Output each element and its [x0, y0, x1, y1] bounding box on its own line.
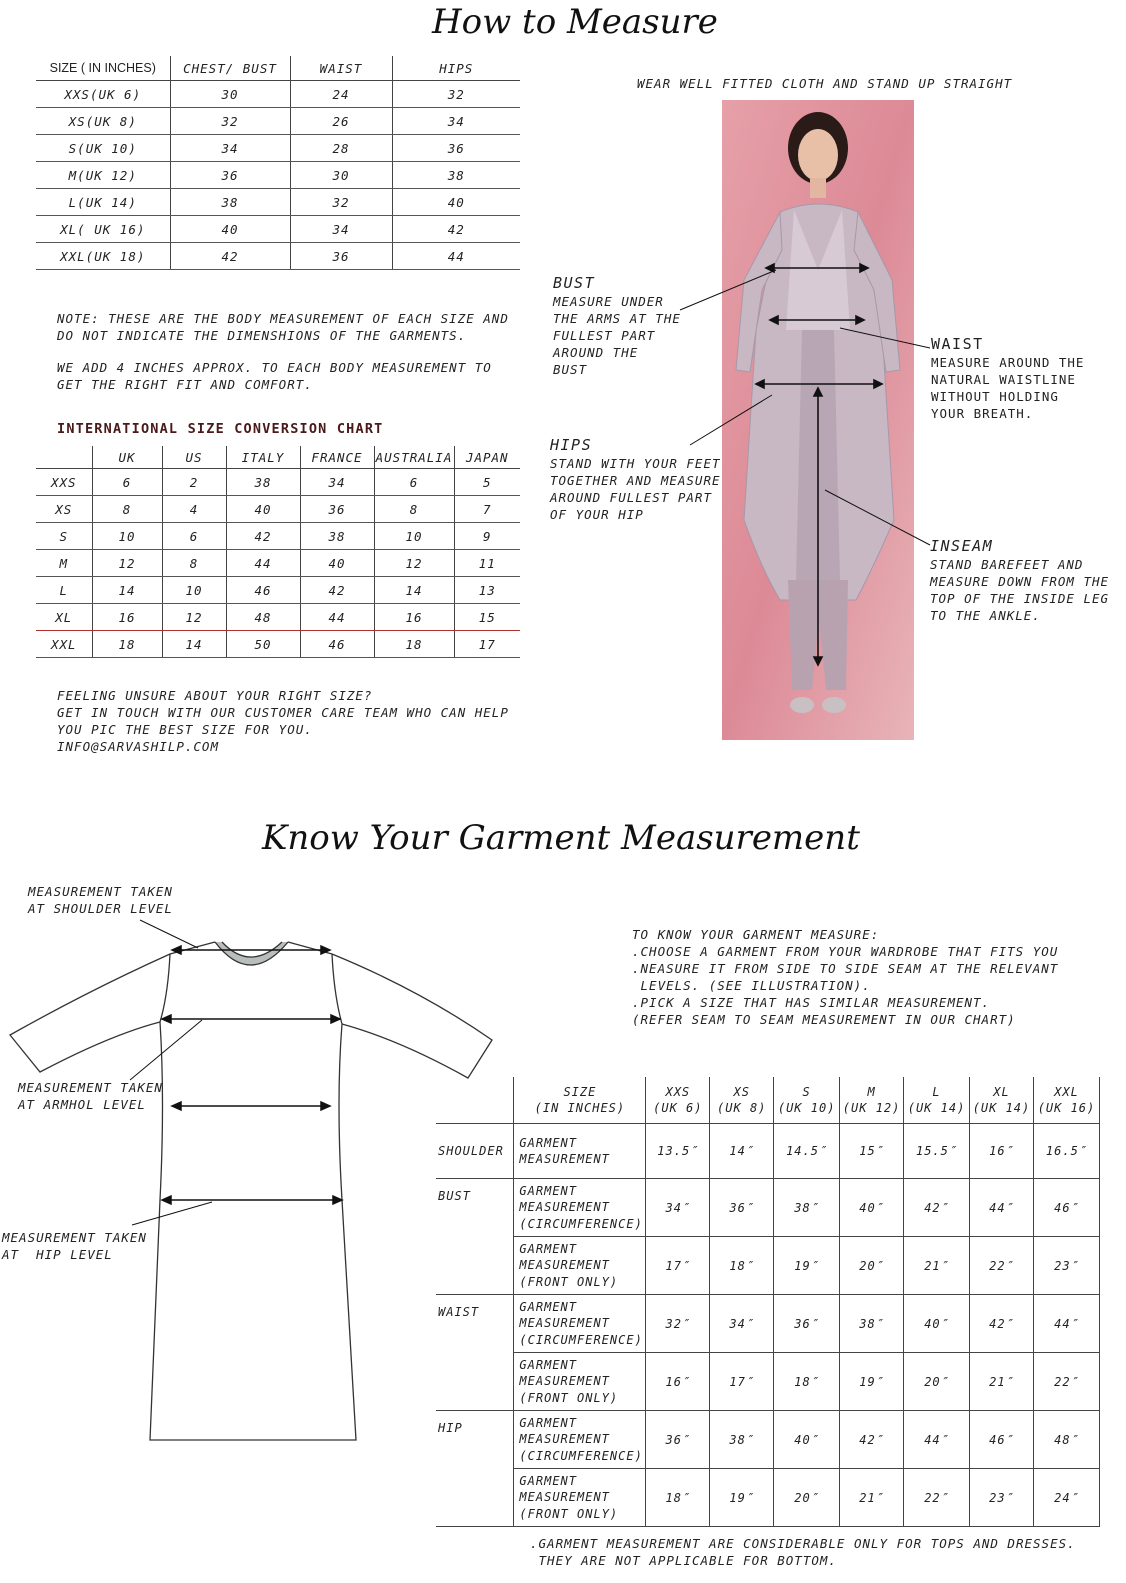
table-cell: 38: [226, 469, 300, 496]
size-column-header: M (UK 12): [840, 1077, 904, 1124]
measurement-value: 42″: [970, 1295, 1034, 1353]
measurement-value: 23″: [970, 1469, 1034, 1527]
table-cell: 16: [92, 604, 162, 631]
table-cell: 30: [290, 162, 392, 189]
table-cell: L(UK 14): [36, 189, 170, 216]
size-help-text: FEELING UNSURE ABOUT YOUR RIGHT SIZE? GET IN TOUCH WITH OUR CUSTOMER CARE TEAM WHO CAN HELP YOU PIC THE BEST SIZE FOR YOU. INFO@SARVASHILP.COM: [57, 688, 509, 754]
table-cell: 8: [162, 550, 226, 577]
measurement-value: 16″: [646, 1353, 710, 1411]
hips-label-text: STAND WITH YOUR FEET TOGETHER AND MEASURE AROUND FULLEST PART OF YOUR HIP: [550, 456, 721, 522]
measurement-value: 14″: [710, 1124, 774, 1179]
table-cell: 40: [226, 496, 300, 523]
table-row: [36, 496, 520, 523]
table-cell: 26: [290, 108, 392, 135]
size-table-header: SIZE ( IN INCHES): [36, 56, 170, 81]
table-cell: 38: [300, 523, 374, 550]
table-cell: 6: [162, 523, 226, 550]
measurement-value: 44″: [1033, 1295, 1099, 1353]
table-row: [36, 469, 520, 496]
table-cell: 12: [374, 550, 454, 577]
row-group-label: HIP: [436, 1411, 514, 1527]
conversion-header: FRANCE: [300, 446, 374, 469]
size-column-header: XXL (UK 16): [1033, 1077, 1099, 1124]
hip-level-label: MEASUREMENT TAKEN AT HIP LEVEL: [2, 1230, 147, 1262]
measurement-value: 48″: [1033, 1411, 1099, 1469]
table-cell: S: [36, 523, 92, 550]
table-row: [36, 631, 520, 658]
table-cell: 14: [162, 631, 226, 658]
table-cell: M: [36, 550, 92, 577]
table-cell: L: [36, 577, 92, 604]
row-measurement-label: GARMENT MEASUREMENT (FRONT ONLY): [514, 1353, 646, 1411]
table-cell: 13: [454, 577, 520, 604]
measurement-value: 13.5″: [646, 1124, 710, 1179]
table-cell: 18: [92, 631, 162, 658]
row-group-label: SHOULDER: [436, 1124, 514, 1179]
measurement-value: 17″: [710, 1353, 774, 1411]
garment-footer-note: .GARMENT MEASUREMENT ARE CONSIDERABLE ONLY FOR TOPS AND DRESSES. THEY ARE NOT APPLICABLE FOR BOTTOM.: [530, 1536, 1076, 1568]
measurement-value: 21″: [904, 1237, 970, 1295]
measurement-value: 23″: [1033, 1237, 1099, 1295]
table-cell: 34: [170, 135, 290, 162]
armhole-level-label: MEASUREMENT TAKEN AT ARMHOL LEVEL: [18, 1080, 163, 1112]
measurement-value: 18″: [774, 1353, 840, 1411]
conversion-chart-title: INTERNATIONAL SIZE CONVERSION CHART: [57, 421, 384, 437]
note-fit-allowance: WE ADD 4 INCHES APPROX. TO EACH BODY MEASUREMENT TO GET THE RIGHT FIT AND COMFORT.: [57, 360, 492, 392]
measurement-value: 40″: [774, 1411, 840, 1469]
row-measurement-label: GARMENT MEASUREMENT (FRONT ONLY): [514, 1469, 646, 1527]
measurement-value: 34″: [710, 1295, 774, 1353]
size-column-header: L (UK 14): [904, 1077, 970, 1124]
row-measurement-label: GARMENT MEASUREMENT (FRONT ONLY): [514, 1237, 646, 1295]
measurement-value: 19″: [774, 1237, 840, 1295]
garment-measurement-table: [436, 1077, 1100, 1527]
measurement-value: 46″: [970, 1411, 1034, 1469]
table-row: [436, 1124, 1100, 1179]
measurement-value: 38″: [840, 1295, 904, 1353]
inseam-label-text: STAND BAREFEET AND MEASURE DOWN FROM THE TOP OF THE INSIDE LEG TO THE ANKLE.: [930, 557, 1110, 623]
waist-label-title: WAIST: [931, 335, 984, 353]
conversion-header: AUSTRALIA: [374, 446, 454, 469]
table-row: [436, 1469, 1100, 1527]
table-cell: XXS: [36, 469, 92, 496]
table-corner: [436, 1077, 514, 1124]
table-cell: 48: [226, 604, 300, 631]
size-table-header: WAIST: [290, 56, 392, 81]
table-cell: 10: [374, 523, 454, 550]
table-row: [36, 604, 520, 631]
measurement-value: 21″: [840, 1469, 904, 1527]
table-cell: 12: [92, 550, 162, 577]
shoulder-level-label: MEASUREMENT TAKEN AT SHOULDER LEVEL: [28, 884, 173, 916]
table-cell: 10: [92, 523, 162, 550]
measurement-value: 22″: [1033, 1353, 1099, 1411]
table-cell: 11: [454, 550, 520, 577]
table-cell: 44: [300, 604, 374, 631]
table-row: [436, 1295, 1100, 1353]
table-row: [436, 1237, 1100, 1295]
table-cell: M(UK 12): [36, 162, 170, 189]
table-cell: 38: [170, 189, 290, 216]
measurement-value: 42″: [904, 1179, 970, 1237]
table-cell: 36: [392, 135, 520, 162]
table-cell: 32: [392, 81, 520, 108]
measurement-value: 20″: [904, 1353, 970, 1411]
table-row: [36, 577, 520, 604]
bust-label-text: MEASURE UNDER THE ARMS AT THE FULLEST PART AROUND THE BUST: [553, 294, 681, 377]
size-table-header: CHEST/ BUST: [170, 56, 290, 81]
row-measurement-label: GARMENT MEASUREMENT (CIRCUMFERENCE): [514, 1179, 646, 1237]
conversion-header: US: [162, 446, 226, 469]
table-cell: 46: [300, 631, 374, 658]
table-cell: XXS(UK 6): [36, 81, 170, 108]
table-cell: 24: [290, 81, 392, 108]
measurement-value: 38″: [710, 1411, 774, 1469]
size-column-header: XL (UK 14): [970, 1077, 1034, 1124]
table-cell: 42: [392, 216, 520, 243]
table-cell: 34: [290, 216, 392, 243]
table-cell: 18: [374, 631, 454, 658]
table-row: [36, 108, 520, 135]
measurement-value: 18″: [646, 1469, 710, 1527]
table-cell: S(UK 10): [36, 135, 170, 162]
conversion-header: UK: [92, 446, 162, 469]
row-measurement-label: GARMENT MEASUREMENT (CIRCUMFERENCE): [514, 1411, 646, 1469]
table-cell: 36: [300, 496, 374, 523]
measurement-value: 34″: [646, 1179, 710, 1237]
table-cell: 8: [374, 496, 454, 523]
bust-label-title: BUST: [553, 274, 596, 292]
measurement-value: 19″: [840, 1353, 904, 1411]
measurement-value: 40″: [840, 1179, 904, 1237]
conversion-header: JAPAN: [454, 446, 520, 469]
table-cell: 40: [170, 216, 290, 243]
row-measurement-label: GARMENT MEASUREMENT (CIRCUMFERENCE): [514, 1295, 646, 1353]
measurement-value: 36″: [646, 1411, 710, 1469]
garment-sketch: [0, 900, 500, 1460]
measurement-value: 36″: [774, 1295, 840, 1353]
table-cell: 30: [170, 81, 290, 108]
table-cell: 38: [392, 162, 520, 189]
table-cell: 5: [454, 469, 520, 496]
how-to-measure-title: How to Measure: [432, 2, 718, 42]
measurement-value: 14.5″: [774, 1124, 840, 1179]
measurement-value: 36″: [710, 1179, 774, 1237]
table-cell: 32: [170, 108, 290, 135]
table-cell: 9: [454, 523, 520, 550]
table-cell: XXL: [36, 631, 92, 658]
measurement-value: 32″: [646, 1295, 710, 1353]
table-cell: 40: [392, 189, 520, 216]
table-cell: 14: [92, 577, 162, 604]
table-cell: 44: [392, 243, 520, 270]
body-size-table: [36, 56, 520, 270]
garment-measurement-title: Know Your Garment Measurement: [262, 818, 860, 858]
table-row: [436, 1353, 1100, 1411]
table-row: [436, 1179, 1100, 1237]
conversion-header: [36, 446, 92, 469]
measurement-value: 20″: [840, 1237, 904, 1295]
table-cell: 44: [226, 550, 300, 577]
measurement-value: 38″: [774, 1179, 840, 1237]
table-cell: 4: [162, 496, 226, 523]
measurement-value: 22″: [904, 1469, 970, 1527]
table-cell: 34: [300, 469, 374, 496]
table-row: [36, 550, 520, 577]
measurement-value: 15″: [840, 1124, 904, 1179]
table-row: [436, 1411, 1100, 1469]
table-cell: XXL(UK 18): [36, 243, 170, 270]
conversion-header: ITALY: [226, 446, 300, 469]
size-conversion-table: [36, 446, 520, 658]
table-cell: 28: [290, 135, 392, 162]
measurement-value: 16″: [970, 1124, 1034, 1179]
table-cell: 36: [170, 162, 290, 189]
table-cell: 6: [92, 469, 162, 496]
table-cell: 42: [300, 577, 374, 604]
table-cell: 12: [162, 604, 226, 631]
table-cell: 40: [300, 550, 374, 577]
waist-label-text: MEASURE AROUND THE NATURAL WAISTLINE WITHOUT HOLDING YOUR BREATH.: [931, 355, 1085, 421]
table-cell: 7: [454, 496, 520, 523]
table-cell: XL: [36, 604, 92, 631]
row-group-label: BUST: [436, 1179, 514, 1295]
figure-caption: WEAR WELL FITTED CLOTH AND STAND UP STRAIGHT: [637, 76, 1013, 91]
size-column-header: S (UK 10): [774, 1077, 840, 1124]
table-row: [36, 135, 520, 162]
table-row: [36, 243, 520, 270]
row-group-label: WAIST: [436, 1295, 514, 1411]
table-cell: XS: [36, 496, 92, 523]
table-row: [36, 81, 520, 108]
hips-label-title: HIPS: [550, 436, 593, 454]
table-row: [36, 523, 520, 550]
table-cell: 2: [162, 469, 226, 496]
table-cell: 14: [374, 577, 454, 604]
garment-instructions: TO KNOW YOUR GARMENT MEASURE: .CHOOSE A GARMENT FROM YOUR WARDROBE THAT FITS YOU .NEASURE IT FROM SIDE TO SIDE SEAM AT THE RELEVANT LEVELS. (SEE ILLUSTRATION). .PICK A SIZE THAT HAS SIMILAR MEASUREMENT. (REFER SEAM TO SEAM MEASUREMENT IN OUR CHART): [632, 927, 1059, 1027]
table-cell: XS(UK 8): [36, 108, 170, 135]
measurement-value: 24″: [1033, 1469, 1099, 1527]
measurement-value: 44″: [904, 1411, 970, 1469]
table-cell: 36: [290, 243, 392, 270]
table-cell: 46: [226, 577, 300, 604]
row-measurement-label: GARMENT MEASUREMENT: [514, 1124, 646, 1179]
measurement-value: 15.5″: [904, 1124, 970, 1179]
table-cell: 17: [454, 631, 520, 658]
measurement-value: 18″: [710, 1237, 774, 1295]
size-table-header: HIPS: [392, 56, 520, 81]
table-cell: 10: [162, 577, 226, 604]
measurement-value: 19″: [710, 1469, 774, 1527]
note-body-measurement: NOTE: THESE ARE THE BODY MEASUREMENT OF EACH SIZE AND DO NOT INDICATE THE DIMENSHIONS OF THE GARMENTS.: [57, 311, 509, 343]
table-cell: 32: [290, 189, 392, 216]
measurement-value: 17″: [646, 1237, 710, 1295]
table-cell: 6: [374, 469, 454, 496]
table-cell: 42: [226, 523, 300, 550]
measurement-value: 42″: [840, 1411, 904, 1469]
table-row: [36, 162, 520, 189]
measurement-value: 16.5″: [1033, 1124, 1099, 1179]
size-header: SIZE (IN INCHES): [514, 1077, 646, 1124]
measurement-value: 40″: [904, 1295, 970, 1353]
measurement-value: 44″: [970, 1179, 1034, 1237]
size-column-header: XS (UK 8): [710, 1077, 774, 1124]
table-cell: XL( UK 16): [36, 216, 170, 243]
measurement-value: 20″: [774, 1469, 840, 1527]
table-cell: 34: [392, 108, 520, 135]
measurement-value: 21″: [970, 1353, 1034, 1411]
table-cell: 15: [454, 604, 520, 631]
table-cell: 42: [170, 243, 290, 270]
table-cell: 8: [92, 496, 162, 523]
table-cell: 16: [374, 604, 454, 631]
table-cell: 50: [226, 631, 300, 658]
table-row: [36, 189, 520, 216]
measurement-value: 46″: [1033, 1179, 1099, 1237]
measurement-value: 22″: [970, 1237, 1034, 1295]
inseam-label-title: INSEAM: [930, 537, 994, 555]
size-column-header: XXS (UK 6): [646, 1077, 710, 1124]
table-row: [36, 216, 520, 243]
